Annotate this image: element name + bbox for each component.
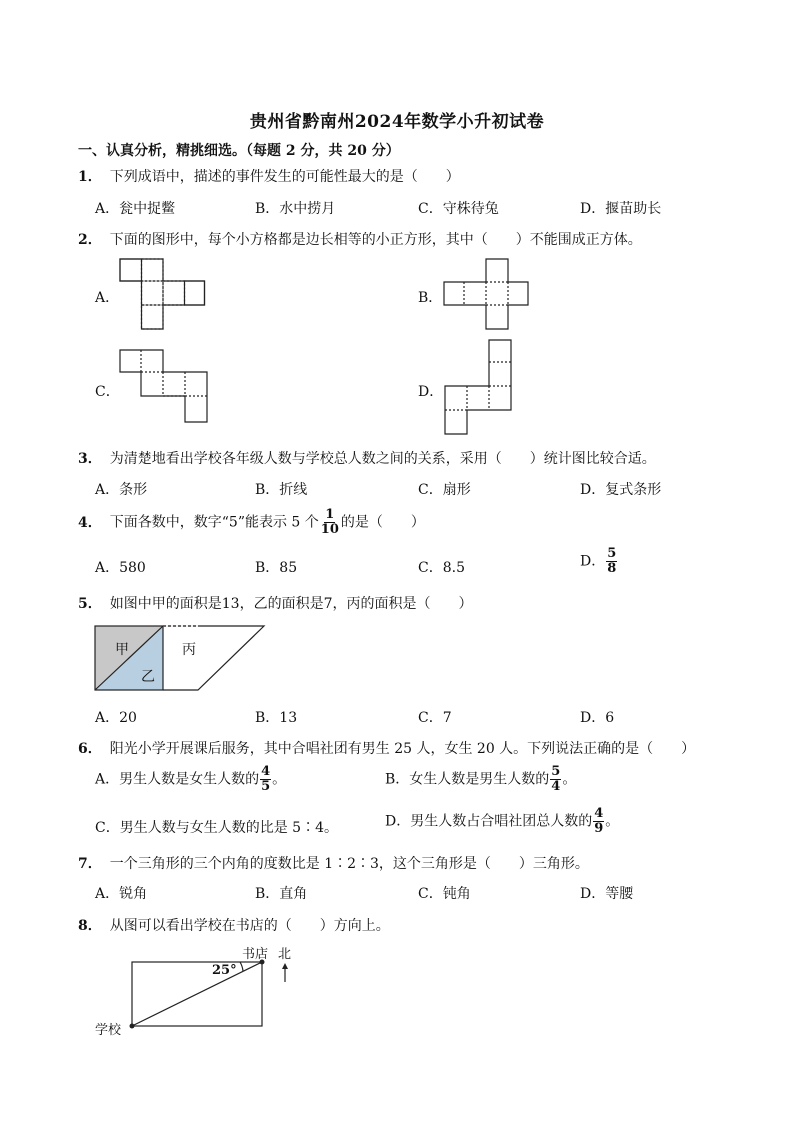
direction-figure bbox=[128, 958, 268, 1030]
option-c-label: C． bbox=[95, 384, 120, 400]
option-d: D．复式条形 bbox=[580, 482, 662, 498]
question-text: 从图可以看出学校在书店的（ ）方向上。 bbox=[109, 918, 390, 934]
label-bookstore: 书店 bbox=[242, 947, 269, 962]
option-d: D．揠苗助长 bbox=[580, 201, 662, 217]
option-c: C．扇形 bbox=[418, 482, 471, 498]
fraction: $\frac{5}{4}$ bbox=[551, 764, 561, 794]
option-a: A．条形 bbox=[95, 482, 148, 498]
page-title: 贵州省黔南州2024年数学小升初试卷 bbox=[249, 112, 545, 132]
question-text-after: 的是（ ） bbox=[340, 514, 425, 531]
question-4 bbox=[78, 508, 425, 537]
question-number: 5． bbox=[78, 596, 102, 612]
question-text: 为清楚地看出学校各年级人数与学校总人数之间的关系，采用（ ）统计图比较合适。 bbox=[109, 451, 656, 467]
option-a-label: A． bbox=[95, 290, 120, 306]
option-b: B．女生人数是男生人数的 $\frac{5}{4}$ 。 bbox=[385, 764, 577, 794]
label-school: 学校 bbox=[95, 1023, 122, 1038]
question-3 bbox=[78, 448, 656, 468]
question-number: 6． bbox=[78, 741, 102, 757]
label-bing: 丙 bbox=[182, 642, 196, 658]
question-number: 7． bbox=[78, 856, 102, 872]
option-a: A．锐角 bbox=[95, 886, 148, 902]
question-number: 2． bbox=[78, 232, 102, 248]
option-b-label: B． bbox=[418, 290, 443, 306]
north-arrow-icon bbox=[280, 963, 290, 983]
question-5 bbox=[78, 593, 472, 613]
question-number: 3． bbox=[78, 451, 102, 467]
cube-net-c bbox=[118, 348, 213, 428]
option-c: C．7 bbox=[418, 710, 452, 726]
option-b: B．折线 bbox=[255, 482, 308, 498]
question-6 bbox=[78, 738, 695, 758]
question-number: 1． bbox=[78, 169, 102, 185]
question-text: 下面的图形中，每个小方格都是边长相等的小正方形，其中（ ）不能围成正方体。 bbox=[109, 232, 642, 248]
question-7 bbox=[78, 853, 589, 873]
question-1 bbox=[78, 166, 460, 186]
label-angle: 25° bbox=[212, 963, 237, 978]
question-2 bbox=[78, 229, 642, 249]
question-text: 一个三角形的三个内角的度数比是 1∶2∶3，这个三角形是（ ）三角形。 bbox=[109, 856, 589, 872]
option-d: D．等腰 bbox=[580, 886, 634, 902]
option-d: D．男生人数占合唱社团总人数的 $\frac{4}{9}$ 。 bbox=[385, 806, 620, 836]
label-yi: 乙 bbox=[141, 669, 155, 685]
option-a: A．580 bbox=[95, 560, 146, 576]
option-b: B．13 bbox=[255, 710, 298, 726]
fraction: $\frac{4}{9}$ bbox=[594, 806, 604, 836]
option-d-label: D． bbox=[418, 384, 444, 400]
cube-net-a bbox=[118, 257, 208, 332]
cube-net-d bbox=[443, 338, 533, 438]
question-text-before: 下面各数中，数字“5”能表示 5 个 bbox=[109, 514, 319, 531]
option-d: D． $\frac{5}{8}$ bbox=[580, 546, 617, 576]
option-a: A．瓮中捉鳖 bbox=[95, 201, 176, 217]
question-number: 8． bbox=[78, 918, 102, 934]
question-text: 阳光小学开展课后服务，其中合唱社团有男生 25 人，女生 20 人。下列说法正确的是（ ） bbox=[109, 741, 696, 757]
option-b: B．直角 bbox=[255, 886, 308, 902]
option-c: C．男生人数与女生人数的比是 5∶4。 bbox=[95, 820, 338, 836]
label-north: 北 bbox=[278, 947, 292, 962]
fraction: $\frac{1}{10}$ bbox=[320, 507, 339, 537]
question-text: 如图中甲的面积是13，乙的面积是7，丙的面积是（ ） bbox=[109, 596, 473, 612]
fraction: $\frac{4}{5}$ bbox=[261, 764, 271, 794]
section-heading: 一、认真分析，精挑细选。（每题 2 分，共 20 分） bbox=[78, 143, 400, 159]
fraction: $\frac{5}{8}$ bbox=[607, 546, 617, 576]
question-text: 下列成语中，描述的事件发生的可能性最大的是（ ） bbox=[109, 169, 460, 185]
option-c: C．8.5 bbox=[418, 560, 465, 576]
option-c: C．守株待兔 bbox=[418, 201, 499, 217]
question-number: 4． bbox=[78, 514, 102, 531]
option-b: B．85 bbox=[255, 560, 298, 576]
cube-net-b bbox=[442, 257, 532, 332]
option-a: A．20 bbox=[95, 710, 137, 726]
option-c: C．钝角 bbox=[418, 886, 471, 902]
option-a: A．男生人数是女生人数的 $\frac{4}{5}$ 。 bbox=[95, 764, 287, 794]
option-b: B．水中捞月 bbox=[255, 201, 336, 217]
label-jia: 甲 bbox=[115, 642, 129, 658]
question-8 bbox=[78, 915, 390, 935]
option-d: D．6 bbox=[580, 710, 615, 726]
